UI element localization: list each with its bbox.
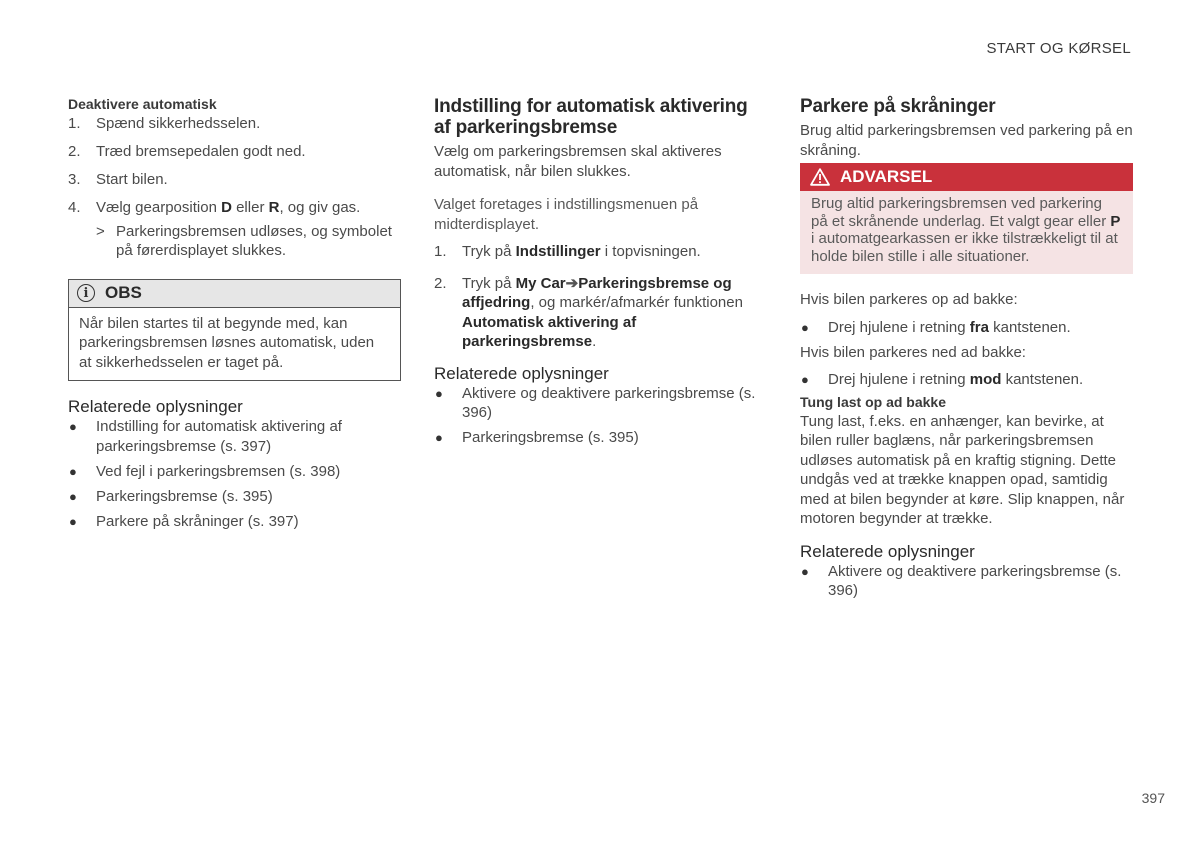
related-link[interactable] bbox=[434, 428, 767, 448]
related-link[interactable] bbox=[68, 417, 401, 456]
downhill-text-post: kantstenen. bbox=[1001, 371, 1084, 388]
column-left bbox=[68, 96, 401, 537]
uphill-text-pre: Drej hjulene i retning bbox=[828, 318, 970, 336]
step-text-pre: Tryk på bbox=[462, 243, 516, 260]
heading-auto-activation: Indstilling for automatisk aktivering af parkeringsbremse bbox=[434, 96, 748, 138]
result-marker: > bbox=[96, 222, 105, 240]
step-number: 2. bbox=[68, 143, 81, 160]
menu-my-car: My Car bbox=[515, 274, 566, 292]
step-text-post: , og giv gas. bbox=[279, 199, 361, 216]
step-item bbox=[68, 198, 401, 218]
info-icon: i bbox=[77, 284, 95, 302]
step-item bbox=[68, 170, 401, 190]
list-item bbox=[800, 318, 1133, 338]
uphill-list bbox=[800, 318, 1133, 338]
related-heading: Relaterede oplysninger bbox=[800, 541, 975, 561]
step-item bbox=[434, 274, 767, 352]
downhill-text-pre: Drej hjulene i retning bbox=[828, 371, 970, 388]
heavy-load-text: Tung last, f.eks. en anhænger, kan bevirke, at bilen ruller baglæns, når parkeringsbremsen udløses automatisk på en kraftig stigning. Dette undgås ved at trække knappen opad, samtidig med at bilen begynder at køre. Slip knappen, når motoren begynder at trække. bbox=[800, 412, 1125, 527]
uphill-label: Hvis bilen parkeres op ad bakke: bbox=[800, 291, 1018, 308]
uphill-direction: fra bbox=[969, 318, 989, 336]
related-link-text: Ved fejl i parkeringsbremsen (s. 398) bbox=[96, 462, 341, 480]
step-item bbox=[68, 114, 401, 134]
arrow-right-icon: ➔ bbox=[565, 274, 579, 292]
obs-note-box bbox=[68, 279, 401, 382]
subheading-heavy-load: Tung last op ad bakke bbox=[800, 393, 946, 410]
gear-d: D bbox=[221, 199, 232, 216]
settings-steps bbox=[434, 242, 767, 352]
warning-body bbox=[800, 191, 1133, 274]
intro-text: Vælg om parkeringsbremsen skal aktiveres automatisk, når bilen slukkes. bbox=[434, 143, 722, 180]
related-heading: Relaterede oplysninger bbox=[68, 397, 243, 416]
related-link-text: Parkeringsbremse (s. 395) bbox=[96, 487, 273, 505]
downhill-list bbox=[800, 370, 1133, 390]
related-link-text: Aktivere og deaktivere parkeringsbremse (s. 396) bbox=[462, 384, 756, 421]
bullet-icon: ● bbox=[69, 419, 77, 434]
list-item bbox=[800, 370, 1133, 390]
step-text-post: i topvisningen. bbox=[600, 243, 701, 260]
step-number: 4. bbox=[68, 199, 81, 216]
heading-slopes: Parkere på skråninger bbox=[800, 96, 996, 117]
menu-parking-brake: Parkeringsbremse og affjedring bbox=[462, 274, 732, 311]
warning-header bbox=[800, 163, 1133, 191]
bullet-icon: ● bbox=[801, 563, 809, 579]
related-heading: Relaterede oplysninger bbox=[434, 363, 609, 383]
obs-body: Når bilen startes til at begynde med, kan parkeringsbremsen løsnes automatisk, uden at sikkerhedsselen er taget på. bbox=[79, 314, 375, 371]
related-link-text: Aktivere og deaktivere parkeringsbremse (s. 396) bbox=[828, 562, 1122, 599]
bullet-icon: ● bbox=[69, 513, 77, 529]
bullet-icon: ● bbox=[69, 463, 77, 479]
menu-auto-activation: Automatisk aktivering af parkeringsbremse bbox=[462, 313, 637, 350]
step-text: Start bilen. bbox=[96, 171, 168, 188]
steps-list bbox=[68, 114, 401, 218]
column-middle bbox=[434, 96, 767, 453]
related-list bbox=[800, 562, 1133, 601]
step-text-mid: eller bbox=[231, 199, 269, 216]
step-number: 2. bbox=[434, 274, 447, 292]
section-header: START OG KØRSEL bbox=[986, 40, 1131, 57]
uphill-text-post: kantstenen. bbox=[988, 318, 1071, 336]
warning-box bbox=[800, 163, 1133, 274]
obs-header bbox=[69, 280, 400, 308]
step-item bbox=[68, 142, 401, 162]
settings-paragraph: Valget foretages i indstillingsmenuen på midterdisplayet. bbox=[434, 196, 699, 233]
step-item bbox=[434, 242, 767, 262]
intro-text: Brug altid parkeringsbremsen ved parkering på en skråning. bbox=[800, 122, 1133, 159]
related-list bbox=[68, 417, 401, 531]
step-result bbox=[68, 222, 401, 261]
related-list bbox=[434, 384, 767, 448]
warning-text-pre: Brug altid parkeringsbremsen ved parkering på et skrånende underlag. Et valgt gear eller bbox=[811, 195, 1111, 230]
warning-triangle-icon bbox=[810, 168, 830, 186]
step-number: 1. bbox=[68, 115, 81, 132]
warning-title: ADVARSEL bbox=[840, 167, 933, 186]
gear-r: R bbox=[268, 199, 280, 216]
downhill-direction: mod bbox=[969, 371, 1002, 388]
step-text-post: . bbox=[592, 333, 597, 350]
bullet-icon: ● bbox=[69, 488, 77, 504]
step-text-mid: , og markér/afmarkér funktionen bbox=[530, 294, 743, 311]
bullet-icon: ● bbox=[801, 372, 809, 387]
bullet-icon: ● bbox=[801, 319, 809, 335]
related-link[interactable] bbox=[800, 562, 1133, 601]
menu-settings: Indstillinger bbox=[515, 243, 601, 260]
step-text-pre: Vælg gearposition bbox=[96, 199, 222, 216]
bullet-icon: ● bbox=[435, 430, 443, 445]
gear-p: P bbox=[1110, 212, 1121, 230]
related-link-text: Indstilling for automatisk aktivering af parkeringsbremse (s. 397) bbox=[96, 418, 342, 455]
related-link[interactable] bbox=[434, 384, 767, 423]
related-link[interactable] bbox=[68, 487, 401, 507]
step-number: 1. bbox=[434, 243, 447, 260]
result-text: Parkeringsbremsen udløses, og symbolet på førerdisplayet slukkes. bbox=[116, 222, 392, 259]
page-number: 397 bbox=[1141, 790, 1165, 806]
related-link[interactable] bbox=[68, 462, 401, 482]
related-link[interactable] bbox=[68, 512, 401, 532]
bullet-icon: ● bbox=[435, 385, 443, 401]
obs-title: OBS bbox=[105, 283, 142, 302]
related-link-text: Parkeringsbremse (s. 395) bbox=[462, 429, 639, 446]
step-text-pre: Tryk på bbox=[462, 274, 516, 292]
related-link-text: Parkere på skråninger (s. 397) bbox=[96, 512, 299, 530]
step-text: Spænd sikkerhedsselen. bbox=[96, 115, 261, 132]
warning-text-post: i automatgearkassen er ikke tilstrækkeligt til at holde bilen stille i alle situationer. bbox=[811, 230, 1118, 265]
column-right bbox=[800, 96, 1133, 606]
subheading-deactivate: Deaktivere automatisk bbox=[68, 96, 217, 112]
downhill-label: Hvis bilen parkeres ned ad bakke: bbox=[800, 343, 1026, 361]
step-text: Træd bremsepedalen godt ned. bbox=[96, 143, 306, 160]
step-number: 3. bbox=[68, 171, 81, 188]
